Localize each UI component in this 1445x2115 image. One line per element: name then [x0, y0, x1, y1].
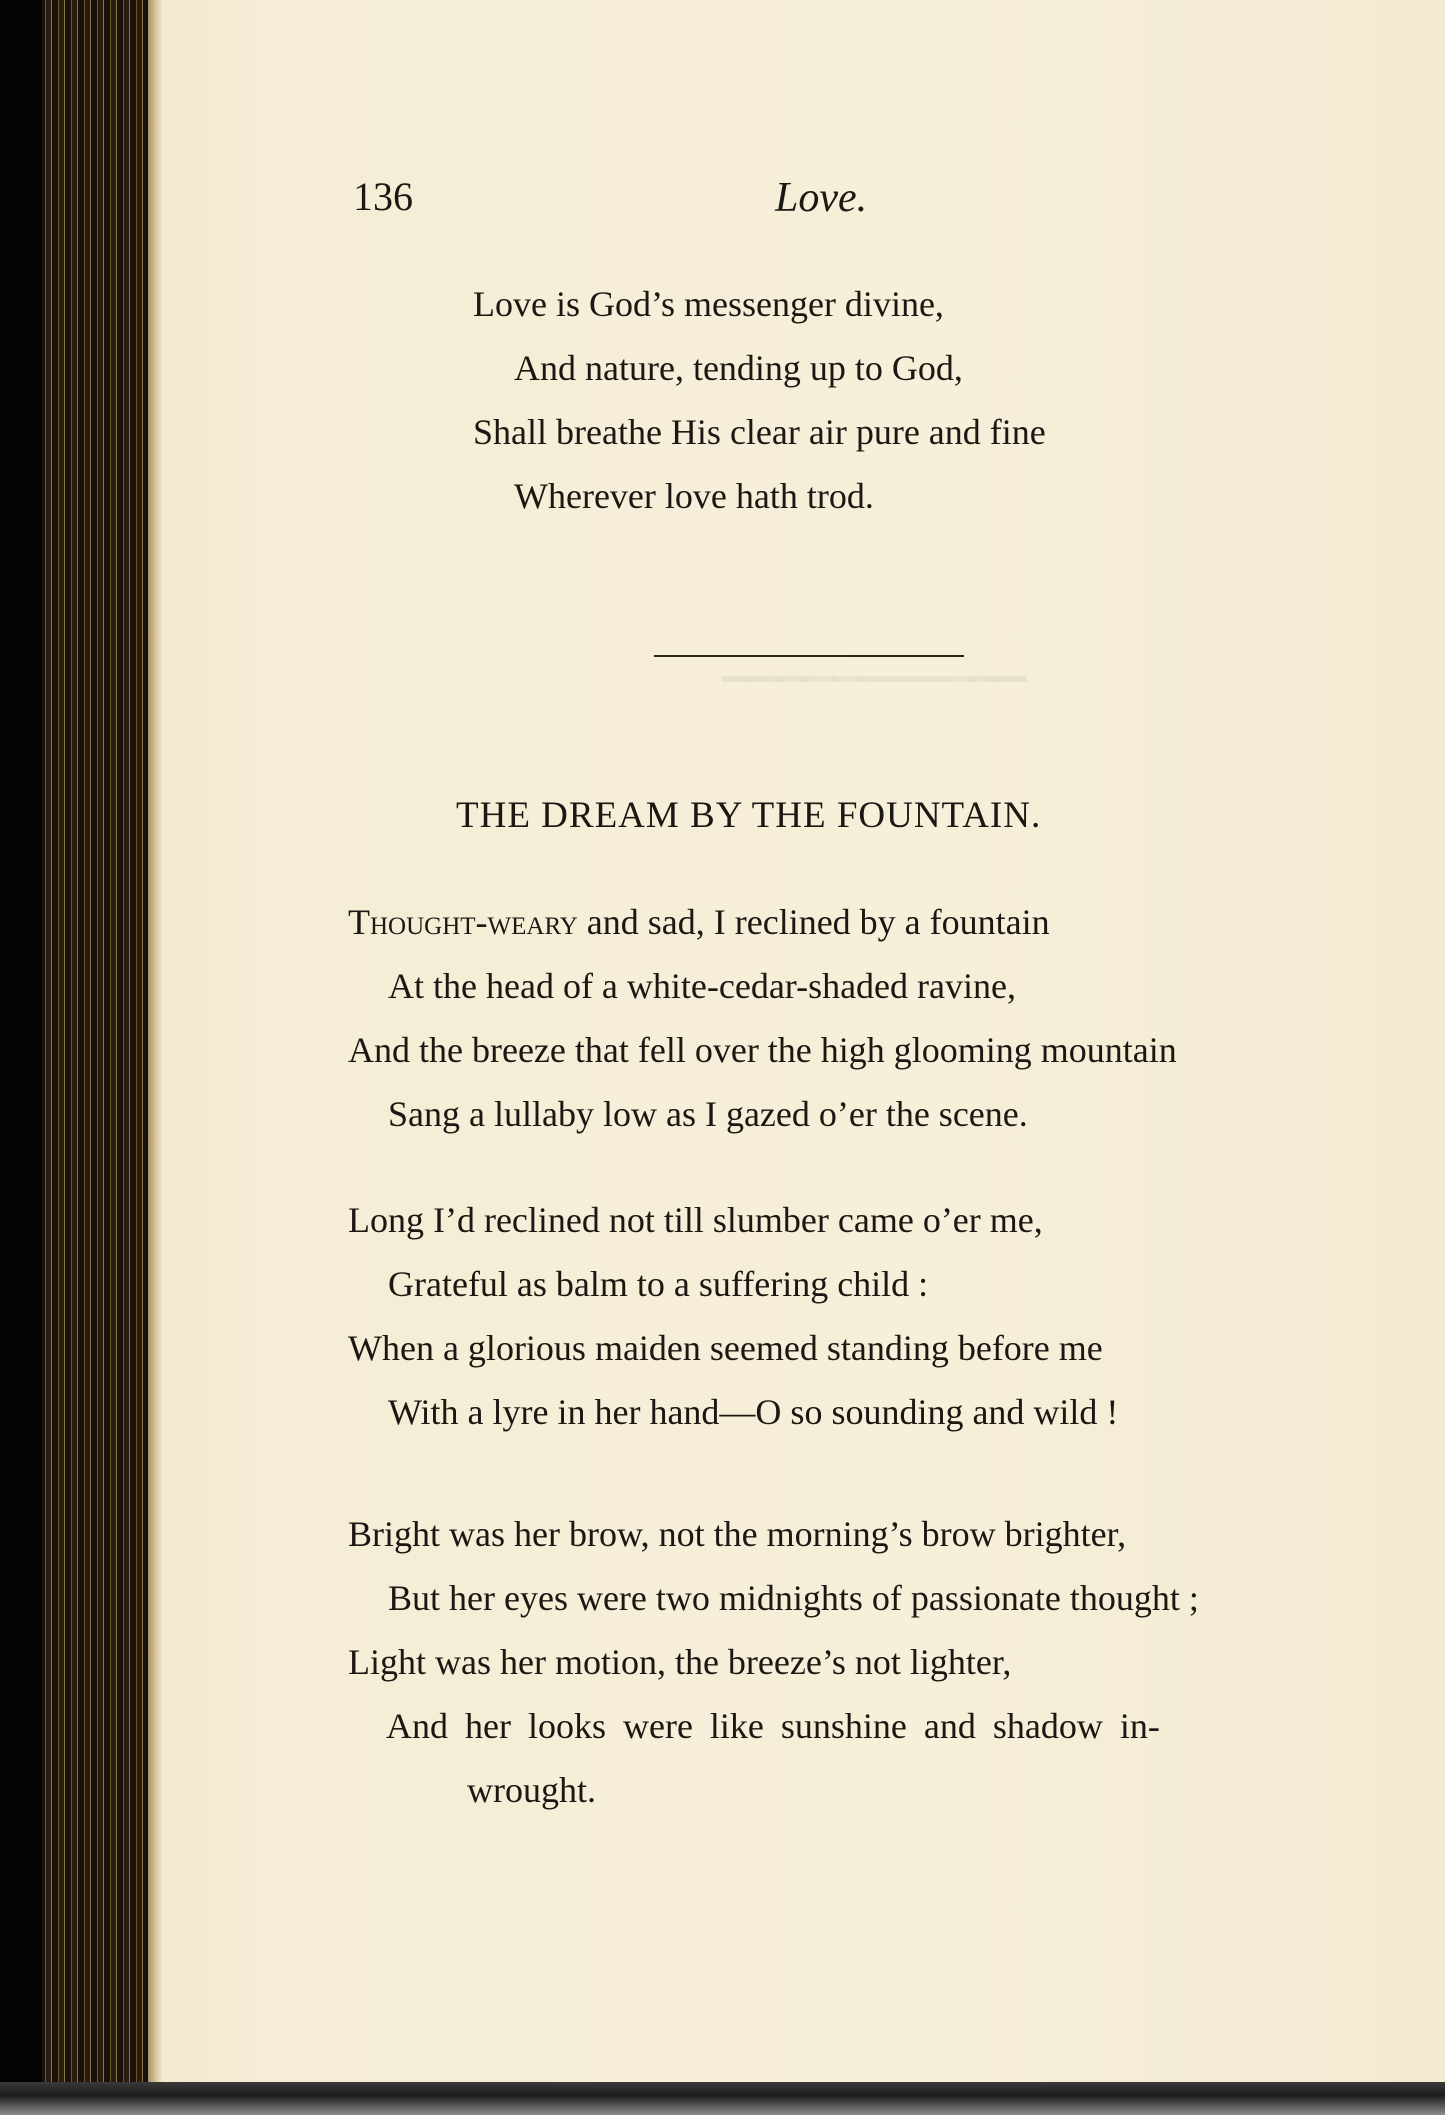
- poem-line: With a lyre in her hand—O so sounding and wild !: [388, 1392, 1119, 1432]
- poem-line: Love is God’s messenger divine,: [473, 284, 944, 324]
- poem-line: wrought.: [467, 1770, 596, 1810]
- poem-line: Shall breathe His clear air pure and fine: [473, 412, 1046, 452]
- binding-shadow: [0, 0, 42, 2082]
- poem-line: And the breeze that fell over the high glooming mountain: [348, 1030, 1177, 1070]
- poem-line: Grateful as balm to a suffering child :: [388, 1264, 929, 1304]
- poem-line: Long I’d reclined not till slumber came o’er me,: [348, 1200, 1043, 1240]
- poem-line: But her eyes were two midnights of passionate thought ;: [388, 1578, 1199, 1618]
- poem-line: And nature, tending up to God,: [514, 348, 963, 388]
- poem-line: Wherever love hath trod.: [514, 476, 874, 516]
- opening-line-rest: and sad, I reclined by a fountain: [586, 902, 1050, 942]
- opening-word: Thought-weary: [348, 902, 578, 942]
- poem-line: And her looks were like sunshine and shadow in-: [386, 1706, 1160, 1746]
- running-head: Love.: [775, 175, 868, 221]
- poem-line: Sang a lullaby low as I gazed o’er the scene.: [388, 1094, 1028, 1134]
- scanner-bed-strip: [0, 2082, 1445, 2115]
- section-divider: [654, 655, 964, 657]
- poem-line: At the head of a white-cedar-shaded ravine,: [388, 966, 1016, 1006]
- poem-line: Light was her motion, the breeze’s not lighter,: [348, 1642, 1012, 1682]
- poem-line: [348, 904, 1050, 940]
- poem-line: Bright was her brow, not the morning’s brow brighter,: [348, 1514, 1127, 1554]
- poem-title: THE DREAM BY THE FOUNTAIN.: [456, 795, 1042, 836]
- page-number: 136: [353, 174, 413, 219]
- page-gutter: [148, 0, 162, 2082]
- poem-line: When a glorious maiden seemed standing before me: [348, 1328, 1103, 1368]
- show-through: ▁▁▁▁▁▁▁▁▁▁▁: [722, 641, 1027, 681]
